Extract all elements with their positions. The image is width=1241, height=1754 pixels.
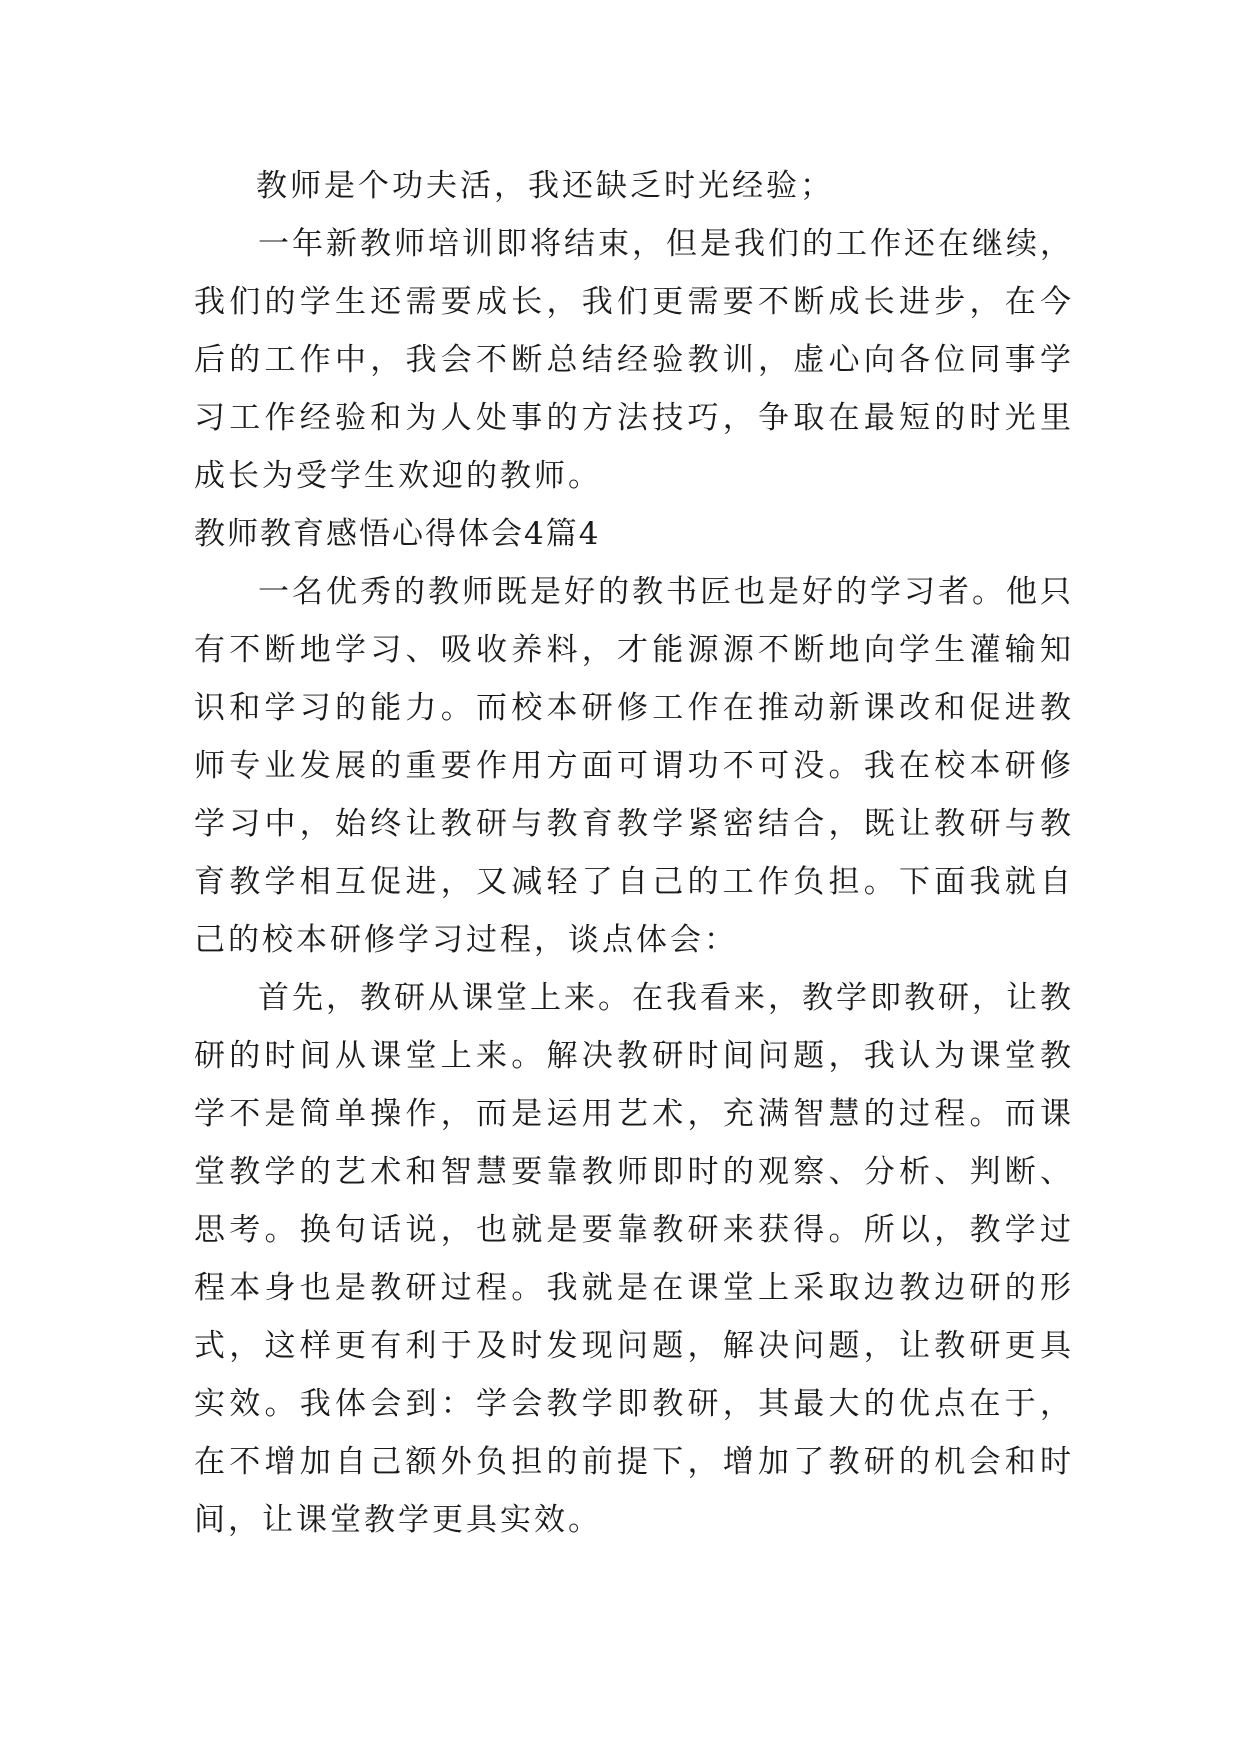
paragraph: 教师是个功夫活，我还缺乏时光经验；: [256, 168, 834, 204]
document-body: [194, 157, 1074, 1549]
paragraph: 首先，教研从课堂上来。在我看来，教学即教研，让教研的时间从课堂上来。解决教研时间问题，我认为课堂教学不是简单操作，而是运用艺术，充满智慧的过程。而课堂教学的艺术和智慧要靠教师即时的观察、分析、判断、思考。换句话说，也就是要靠教研来获得。所以，教学过程本身也是教研过程。我就是在课堂上采取边教边研的形式，这样更有利于及时发现问题，解决问题，让教研更具实效。我体会到：学会教学即教研，其最大的优点在于，在不增加自己额外负担的前提下，增加了教研的机会和时间，让课堂教学更具实效。: [194, 980, 1074, 1538]
section-heading: 教师教育感悟心得体会4篇4: [194, 516, 601, 552]
paragraph: 一年新教师培训即将结束，但是我们的工作还在继续，我们的学生还需要成长，我们更需要不断成长进步，在今后的工作中，我会不断总结经验教训，虚心向各位同事学习工作经验和为人处事的方法技巧，争取在最短的时光里成长为受学生欢迎的教师。: [194, 226, 1074, 494]
paragraph: 一名优秀的教师既是好的教书匠也是好的学习者。他只有不断地学习、吸收养料，才能源源不断地向学生灌输知识和学习的能力。而校本研修工作在推动新课改和促进教师专业发展的重要作用方面可谓功不可没。我在校本研修学习中，始终让教研与教育教学紧密结合，既让教研与教育教学相互促进，又减轻了自己的工作负担。下面我就自己的校本研修学习过程，谈点体会：: [194, 574, 1074, 958]
